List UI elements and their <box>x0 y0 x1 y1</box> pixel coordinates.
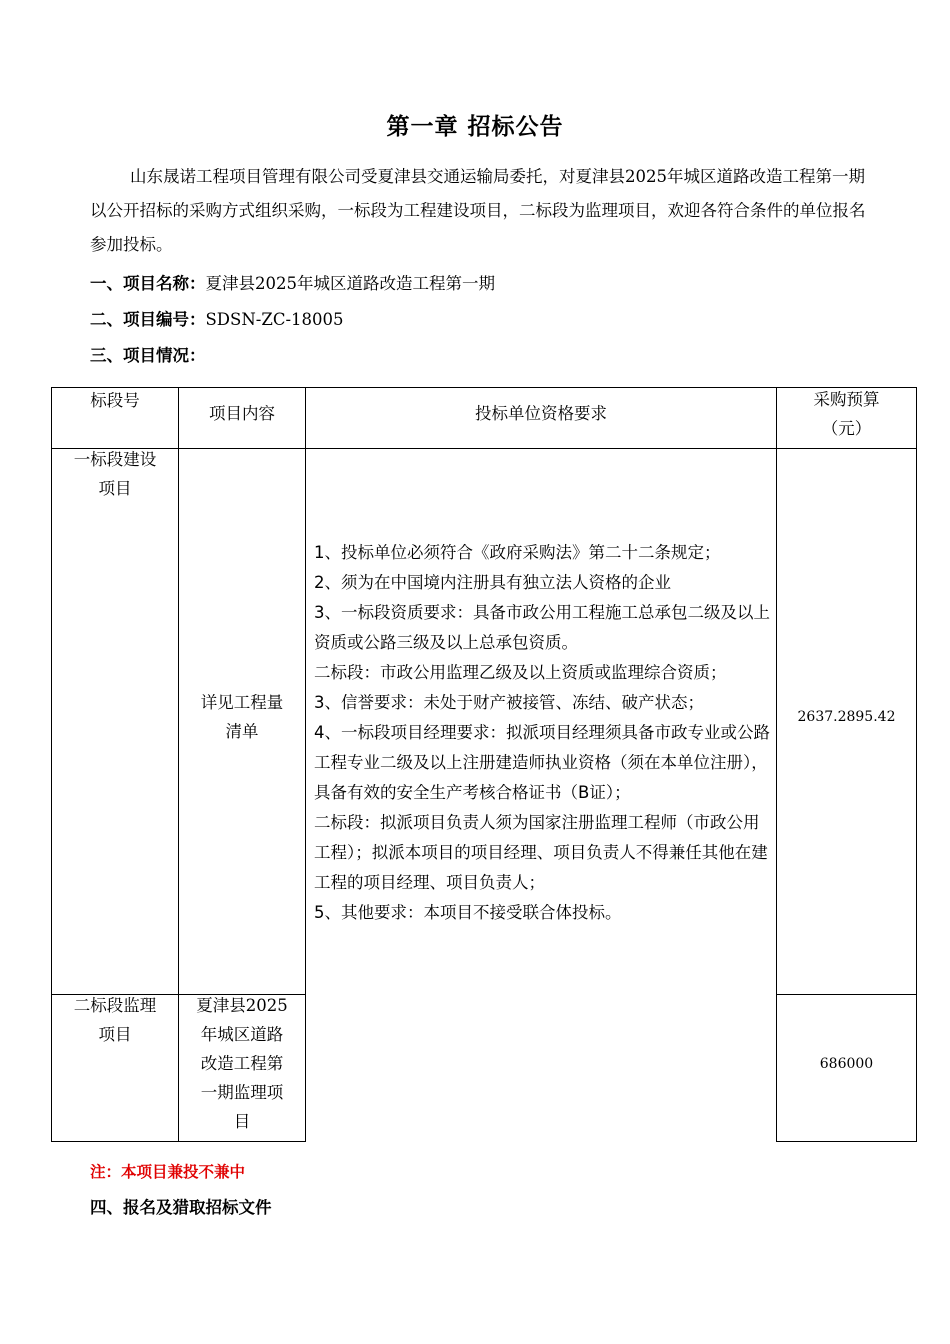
project-name-label: 一、项目名称： <box>90 274 206 293</box>
requirement-item: 4、一标段项目经理要求：拟派项目经理须具备市政专业或公路工程专业二级及以上注册建造师执业资格（须在本单位注册），具备有效的安全生产考核合格证书（B证）； <box>314 723 770 802</box>
row1-content <box>179 688 305 746</box>
project-situation-label: 三、项目情况： <box>90 346 206 365</box>
red-note: 注：本项目兼投不兼中 <box>90 1163 246 1181</box>
project-code-line <box>90 306 344 334</box>
project-situation-line <box>90 342 206 370</box>
section4-heading: 四、报名及猎取招标文件 <box>90 1198 272 1217</box>
header-budget <box>777 385 916 443</box>
requirement-item: 二标段：拟派项目负责人须为国家注册监理工程师（市政公用工程）；拟派本项目的项目经理、项目负责人不得兼任其他在建工程的项目经理、项目负责人； <box>314 813 768 892</box>
row2-content-line: 夏津县2025 <box>196 996 288 1015</box>
row2-section-line2: 项目 <box>98 1025 132 1044</box>
page-title: 第一章 招标公告 <box>386 114 564 140</box>
row2-content-line: 目 <box>233 1112 251 1131</box>
requirements-list <box>314 538 770 928</box>
row1-budget: 2637.2895.42 <box>797 709 896 725</box>
project-name-value: 夏津县2025年城区道路改造工程第一期 <box>205 274 495 293</box>
requirement-item: 5、其他要求：本项目不接受联合体投标。 <box>314 903 622 922</box>
project-name-line <box>90 270 495 298</box>
requirement-item: 1、投标单位必须符合《政府采购法》第二十二条规定； <box>314 543 721 562</box>
requirement-item: 2、须为在中国境内注册具有独立法人资格的企业 <box>314 573 671 592</box>
requirement-item: 二标段：市政公用监理乙级及以上资质或监理综合资质； <box>314 663 727 682</box>
header-budget-line1: 采购预算 <box>813 390 880 409</box>
row1-section-line1: 一标段建设 <box>73 450 157 469</box>
row1-section <box>52 445 178 503</box>
project-code-value: SDSN-ZC-18005 <box>205 310 344 329</box>
requirement-item: 3、一标段资质要求：具备市政公用工程施工总承包二级及以上资质或公路三级及以上总承包资质。 <box>314 603 770 652</box>
row2-section-line1: 二标段监理 <box>73 996 157 1015</box>
header-section-no: 标段号 <box>90 391 140 410</box>
header-content: 项目内容 <box>209 404 275 423</box>
requirement-item: 3、信誉要求：未处于财产被接管、冻结、破产状态； <box>314 693 704 712</box>
row2-content <box>179 991 305 1136</box>
row1-section-line2: 项目 <box>98 479 132 498</box>
row1-content-line1: 详见工程量 <box>200 693 284 712</box>
row2-content-line: 一期监理项 <box>200 1083 284 1102</box>
project-code-label: 二、项目编号： <box>90 310 206 329</box>
header-budget-line2: （元） <box>821 419 872 438</box>
intro-paragraph: 山东晟诺工程项目管理有限公司受夏津县交通运输局委托，对夏津县2025年城区道路改造工程第一期以公开招标的采购方式组织采购，一标段为工程建设项目，二标段为监理项目，欢迎各符合条件的单位报名参加投标。 <box>90 167 866 254</box>
row1-content-line2: 清单 <box>225 722 259 741</box>
header-requirements: 投标单位资格要求 <box>475 404 607 423</box>
row2-content-line: 改造工程第 <box>200 1054 284 1073</box>
row2-content-line: 年城区道路 <box>200 1025 284 1044</box>
row2-budget: 686000 <box>819 1056 874 1072</box>
row2-section <box>52 991 178 1049</box>
